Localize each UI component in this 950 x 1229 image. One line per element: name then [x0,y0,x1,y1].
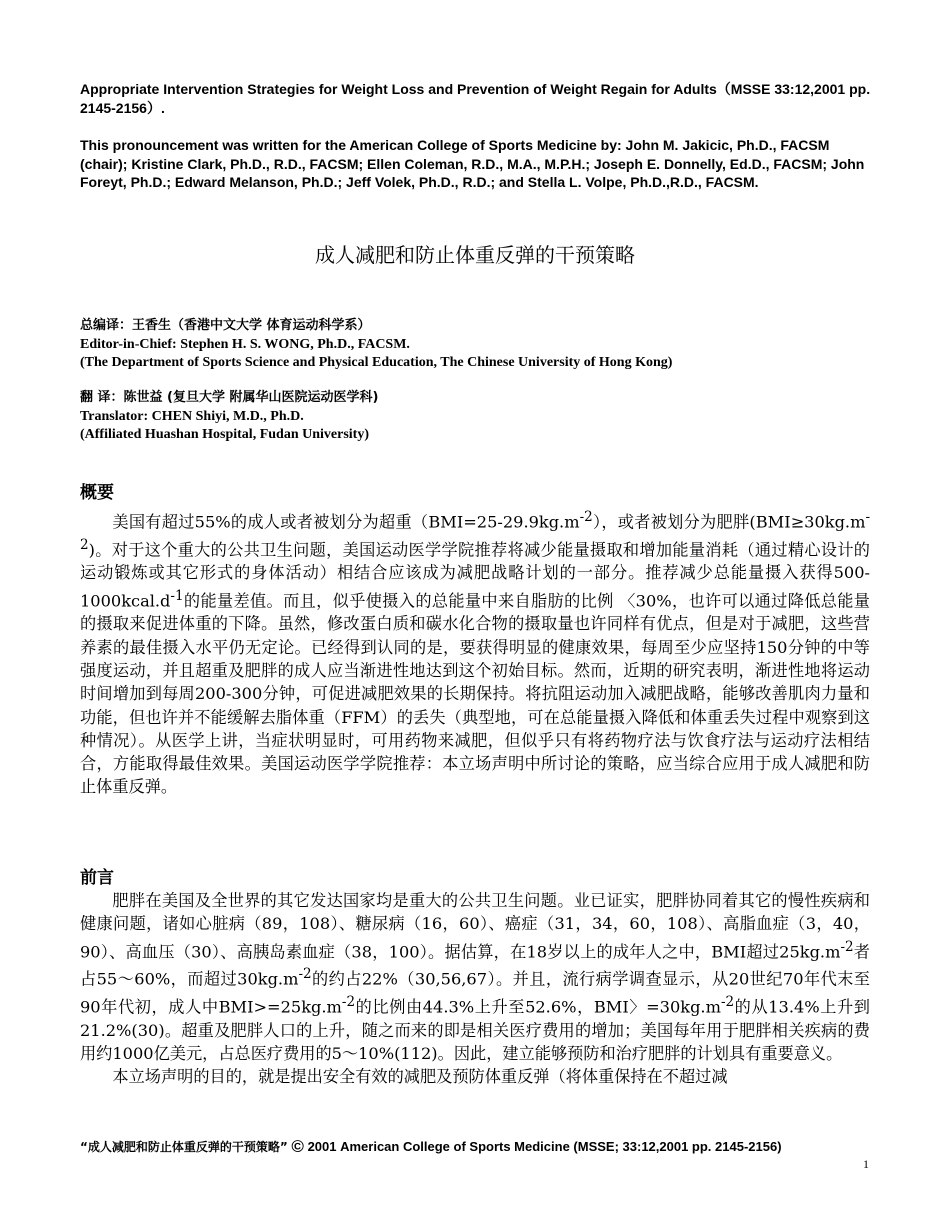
page-number: 1 [863,1157,869,1171]
article-title-cn: 成人减肥和防止体重反弹的干预策略 [315,243,635,267]
editor-en-name: Editor-in-Chief: Stephen H. S. WONG, Ph.D., FACSM. [80,336,410,352]
introduction-paragraph-1: 肥胖在美国及全世界的其它发达国家均是重大的公共卫生问题。业已证实，肥胖协同着其它的慢性疾病和健康问题，诸如心脏病（89，108）、糖尿病（16，60）、癌症（31，34，60，108）、高脂血症（3，40，90）、高血压（30）、高胰岛素血症（38，100）。据估算，在18岁以上的成年人之中，BMI超过$25kg.m^{-2}$者占55～60%，而超过$30kg.m^{-2}$的约占22%（30,56,67）。并且，流行病学调查显示，从20世纪70年代末至90年代初，成人中$BMI>=25kg.m^{-2}$的比例由44.3%上升至52.6%，BMI〉$=30kg.m^{-2}$的从13.4%上升到21.2%(30)。超重及肥胖人口的上升，随之而来的即是相关医疗费用的增加；美国每年用于肥胖相关疾病的费用约1000亿美元，占总医疗费用的5～10%(112)。因此，建立能够预防和治疗肥胖的计划具有重要意义。 [80,891,870,1063]
summary-heading: 概要 [80,483,114,503]
introduction-heading: 前言 [80,868,114,888]
page-footer [80,1138,870,1156]
translator-en-name: Translator: CHEN Shiyi, M.D., Ph.D. [80,408,304,424]
summary-body [80,506,870,799]
footer-cn-title: “成人减肥和防止体重反弹的干预策略” [80,1140,288,1154]
translator-en-affiliation: (Affiliated Huashan Hospital, Fudan University) [80,427,369,442]
author-list: This pronouncement was written for the American College of Sports Medicine by: John M. Jakicic, Ph.D., FACSM (chair); Kristine Clark, Ph.D., R.D., FACSM; Ellen Coleman, R.D., M.A., M.P.H.; Joseph E. Donnelly, Ed.D., FACSM; John Foreyt, Ph.D.; Edward Melanson, Ph.D.; Jeff Volek, Ph.D., R.D.; and Stella L. Volpe, Ph.D.,R.D., FACSM. [80,137,865,190]
footer-text: 2001 American College of Sports Medicine (MSSE; 33:12,2001 pp. 2145-2156) [307,1139,782,1154]
editor-credit [80,317,872,373]
summary-paragraph: 美国有超过55%的成人或者被划分为超重$(BMI=25-29.9kg.m^{-2})$，或者被划分为肥胖$(BMI\ge 30kg.m^{-2})$。对于这个重大的公共卫生问题，美国运动医学学院推荐将减少能量摄取和增加能量消耗（通过精心设计的运动锻炼或其它形式的身体活动）相结合应该成为减肥战略计划的一部分。推荐减少总能量摄入获得$500-1000kcal.d^{-1}$的能量差值。而且，似乎使摄入的总能量中来自脂肪的比例 〈30%，也许可以通过降低总能量的摄取来促进体重的下降。虽然，修改蛋白质和碳水化合物的摄取量也许同样有优点，但是对于减肥，这些营养素的最佳摄入水平仍无定论。已经得到认同的是，要获得明显的健康效果，每周至少应坚持150分钟的中等强度运动，并且超重及肥胖的成人应当渐进性地达到这个初始目标。然而，近期的研究表明，渐进性地将运动时间增加到每周200-300分钟，可促进减肥效果的长期保持。将抗阻运动加入减肥战略，能够改善肌肉力量和功能，但也许并不能缓解去脂体重（FFM）的丢失（典型地，可在总能量摄入降低和体重丢失过程中观察到这种情况）。从医学上讲，当症状明显时，可用药物来减肥，但似乎只有将药物疗法与饮食疗法与运动疗法相结合，方能取得最佳效果。美国运动医学学院推荐：本立场声明中所讨论的策略，应当综合应用于成人减肥和防止体重反弹。 [80,509,870,797]
article-title-en: Appropriate Intervention Strategies for Weight Loss and Prevention of Weight Regain for Adults（MSSE 33:12,2001 pp. 2145-2156）. [80,81,871,116]
copyright-icon: © [291,1137,304,1156]
translator-cn: 翻 译：陈世益 (复旦大学 附属华山医院运动医学科) [80,390,379,405]
introduction-paragraph-2: 本立场声明的目的，就是提出安全有效的减肥及预防体重反弹（将体重保持在不超过减 [112,1067,728,1087]
introduction-body [80,889,870,1089]
editor-cn: 总编译：王香生（香港中文大学 体育运动科学系） [80,318,371,333]
translator-credit [80,389,872,445]
editor-en-affiliation: (The Department of Sports Science and Physical Education, The Chinese University of Hong Kong) [80,355,673,370]
